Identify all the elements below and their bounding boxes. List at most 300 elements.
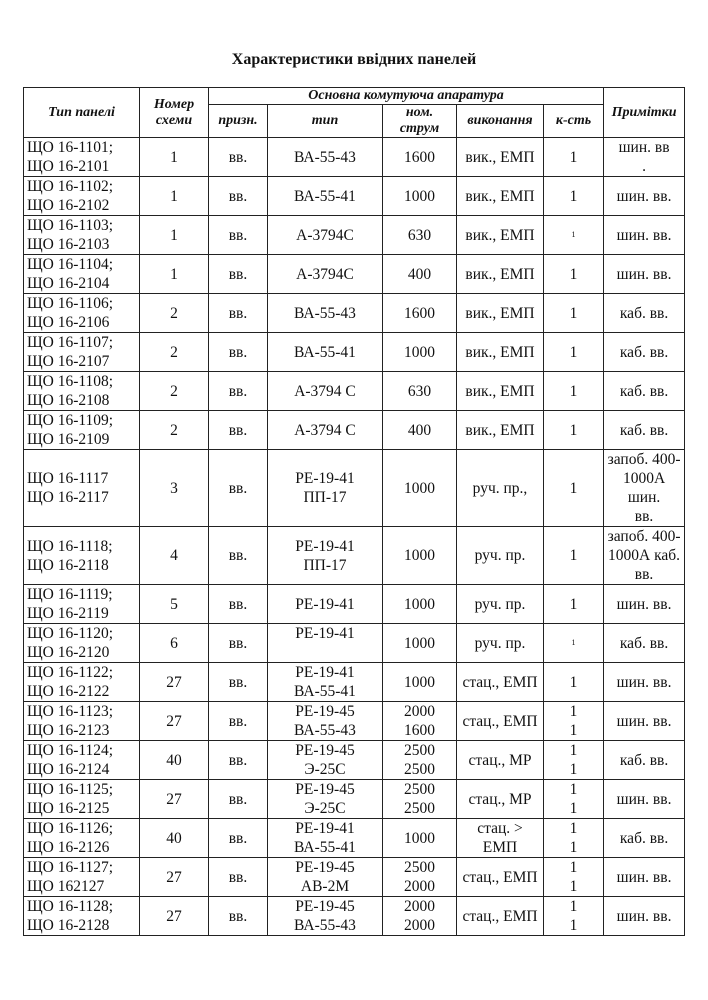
cell-purpose: вв.	[209, 663, 268, 702]
cell-quantity-line: 1	[569, 595, 578, 613]
cell-panel-type-line: ЩО 16-1108;	[27, 373, 114, 390]
cell-panel-type	[24, 663, 140, 702]
cell-execution	[457, 624, 544, 663]
cell-apparatus-type-line: ВА-55-43	[294, 148, 356, 166]
cell-notes	[604, 372, 685, 411]
cell-scheme-number: 2	[140, 372, 209, 411]
cell-panel-type	[24, 450, 140, 527]
cell-quantity	[544, 138, 604, 177]
cell-apparatus-type-line: ВА-55-41	[294, 187, 356, 205]
cell-execution	[457, 294, 544, 333]
cell-rated-current-line: 2500	[404, 781, 435, 798]
header-execution: виконання	[457, 105, 544, 138]
cell-panel-type	[24, 372, 140, 411]
table-row	[24, 333, 685, 372]
cell-purpose: вв.	[209, 411, 268, 450]
cell-rated-current-line: 2000	[404, 917, 435, 934]
cell-execution-line: вик., ЕМП	[465, 421, 535, 439]
cell-rated-current-line: 1000	[404, 829, 435, 847]
header-row-1	[24, 88, 685, 105]
cell-notes	[604, 585, 685, 624]
cell-quantity	[544, 702, 604, 741]
cell-quantity	[544, 255, 604, 294]
cell-apparatus-type-line: ПП-17	[303, 489, 347, 506]
cell-panel-type	[24, 411, 140, 450]
cell-panel-type	[24, 819, 140, 858]
table-row	[24, 216, 685, 255]
cell-rated-current-line: 1600	[404, 304, 435, 322]
cell-notes-line: шин. вв.	[616, 868, 672, 886]
header-purpose: призн.	[209, 105, 268, 138]
cell-panel-type	[24, 858, 140, 897]
cell-notes-line: каб. вв.	[619, 829, 669, 847]
cell-quantity	[544, 527, 604, 585]
cell-purpose: вв.	[209, 624, 268, 663]
cell-rated-current	[383, 333, 457, 372]
cell-apparatus-type	[268, 780, 383, 819]
cell-quantity-line: 1	[569, 673, 578, 691]
cell-scheme-number: 2	[140, 294, 209, 333]
cell-quantity	[544, 858, 604, 897]
cell-notes-line: шин. вв	[618, 139, 670, 156]
cell-panel-type	[24, 138, 140, 177]
cell-scheme-number: 5	[140, 585, 209, 624]
cell-panel-type-line: ЩО 16-2128	[27, 917, 110, 934]
cell-execution	[457, 450, 544, 527]
header-scheme-line: Номер	[153, 96, 195, 112]
cell-rated-current-line: 2500	[404, 800, 435, 817]
cell-scheme-number: 40	[140, 819, 209, 858]
header-panel-type	[24, 88, 140, 138]
cell-apparatus-type-line: ВА-55-43	[294, 304, 356, 322]
table-row	[24, 411, 685, 450]
cell-panel-type-line: ЩО 16-1126;	[27, 820, 114, 837]
cell-notes	[604, 177, 685, 216]
cell-scheme-number: 1	[140, 138, 209, 177]
cell-notes	[604, 527, 685, 585]
table-row	[24, 897, 685, 936]
cell-panel-type-line: ЩО 16-2118	[27, 556, 109, 574]
cell-apparatus-type-line: РЕ-19-41	[295, 820, 355, 837]
cell-quantity	[544, 216, 604, 255]
cell-panel-type-line: ЩО 16-1104;	[27, 256, 114, 273]
cell-scheme-number: 27	[140, 780, 209, 819]
cell-rated-current-line: 1000	[404, 673, 435, 691]
cell-execution	[457, 741, 544, 780]
cell-panel-type-line: ЩО 16-1118;	[27, 537, 113, 555]
cell-panel-type-line: ЩО 16-2120	[27, 644, 110, 661]
cell-notes	[604, 333, 685, 372]
cell-purpose: вв.	[209, 255, 268, 294]
cell-execution-line: вик., ЕМП	[465, 265, 535, 283]
cell-execution	[457, 138, 544, 177]
cell-scheme-number: 4	[140, 527, 209, 585]
cell-scheme-number: 1	[140, 255, 209, 294]
cell-panel-type-line: ЩО 16-2108	[27, 392, 110, 409]
cell-execution-line: вик., ЕМП	[465, 226, 535, 244]
cell-purpose: вв.	[209, 897, 268, 936]
cell-rated-current	[383, 177, 457, 216]
cell-rated-current	[383, 372, 457, 411]
cell-execution-line: вик., ЕМП	[465, 148, 535, 166]
cell-scheme-number: 6	[140, 624, 209, 663]
cell-rated-current	[383, 663, 457, 702]
cell-panel-type	[24, 216, 140, 255]
cell-apparatus-type-line: Э-25С	[304, 800, 346, 817]
cell-rated-current	[383, 624, 457, 663]
table-row	[24, 819, 685, 858]
cell-rated-current-line: 1600	[404, 148, 435, 166]
table-row	[24, 702, 685, 741]
cell-execution-line: вик., ЕМП	[465, 382, 535, 400]
cell-apparatus-type-line: А-3794С	[296, 265, 354, 283]
cell-execution-line: стац., МР	[468, 751, 532, 769]
cell-quantity-line: 1	[569, 187, 578, 205]
cell-apparatus-type	[268, 411, 383, 450]
cell-purpose: вв.	[209, 780, 268, 819]
cell-notes	[604, 663, 685, 702]
table-row	[24, 138, 685, 177]
cell-notes	[604, 741, 685, 780]
cell-notes	[604, 780, 685, 819]
cell-apparatus-type	[268, 858, 383, 897]
cell-notes-line: шин. вв.	[616, 595, 672, 613]
cell-execution-line: ЕМП	[482, 839, 518, 856]
cell-panel-type-line: ЩО 16-1107;	[27, 334, 114, 351]
cell-quantity	[544, 624, 604, 663]
cell-notes-line: каб. вв.	[619, 304, 669, 322]
cell-panel-type-line: ЩО 16-2117	[27, 489, 109, 506]
cell-panel-type	[24, 624, 140, 663]
cell-execution	[457, 702, 544, 741]
cell-rated-current-line: 400	[407, 421, 432, 439]
cell-apparatus-type-line: ПП-17	[303, 556, 347, 574]
cell-notes-line: каб. вв.	[619, 634, 669, 652]
cell-panel-type-line: ЩО 16-2119	[27, 605, 109, 622]
cell-panel-type-line: ЩО 16-2103	[27, 236, 110, 253]
cell-rated-current-line: 2500	[404, 742, 435, 759]
cell-apparatus-type-line: ВА-55-43	[294, 722, 356, 739]
cell-panel-type	[24, 255, 140, 294]
cell-execution-line: вик., ЕМП	[465, 187, 535, 205]
cell-panel-type-line: ЩО 16-2125	[27, 800, 110, 817]
cell-execution-line: стац., МР	[468, 790, 532, 808]
cell-notes	[604, 819, 685, 858]
cell-panel-type	[24, 177, 140, 216]
cell-panel-type	[24, 527, 140, 585]
cell-rated-current-line: 2500	[404, 761, 435, 778]
table-row	[24, 294, 685, 333]
table-row	[24, 663, 685, 702]
cell-rated-current-line: 2000	[404, 703, 435, 720]
cell-apparatus-type-line: А-3794 С	[294, 382, 356, 400]
cell-rated-current-line: 630	[407, 226, 432, 244]
cell-rated-current	[383, 411, 457, 450]
cell-quantity-line: 1	[569, 878, 578, 895]
cell-rated-current-line: 630	[407, 382, 432, 400]
cell-apparatus-type	[268, 255, 383, 294]
cell-rated-current	[383, 527, 457, 585]
cell-quantity-line: 1	[569, 304, 578, 322]
cell-rated-current	[383, 585, 457, 624]
cell-panel-type-line: ЩО 16-2126	[27, 839, 110, 856]
cell-execution	[457, 585, 544, 624]
cell-rated-current-line: 1000	[404, 187, 435, 205]
cell-apparatus-type	[268, 897, 383, 936]
cell-quantity-line: 1	[569, 820, 578, 837]
cell-execution	[457, 255, 544, 294]
cell-apparatus-type	[268, 177, 383, 216]
cell-rated-current-line: 1000	[404, 547, 435, 564]
cell-quantity-line: 1	[569, 479, 578, 497]
cell-purpose: вв.	[209, 294, 268, 333]
cell-purpose: вв.	[209, 333, 268, 372]
cell-panel-type-line: ЩО 16-1128;	[27, 898, 114, 915]
cell-rated-current-line: 2000	[404, 898, 435, 915]
cell-notes-line: шин. вв.	[616, 226, 672, 244]
cell-notes-line: каб. вв.	[619, 382, 669, 400]
cell-apparatus-type-line: РЕ-19-41	[295, 470, 355, 487]
header-rated-current: ном. струм	[383, 105, 457, 138]
cell-apparatus-type	[268, 294, 383, 333]
cell-apparatus-type	[268, 333, 383, 372]
cell-quantity-line: 1	[569, 722, 578, 739]
cell-rated-current	[383, 819, 457, 858]
cell-quantity-line: 1	[569, 703, 578, 720]
cell-rated-current	[383, 255, 457, 294]
cell-apparatus-type	[268, 138, 383, 177]
cell-panel-type-line: ЩО 16-2101	[27, 158, 110, 175]
cell-panel-type	[24, 333, 140, 372]
cell-execution	[457, 858, 544, 897]
cell-notes	[604, 255, 685, 294]
cell-quantity-line: 1	[571, 638, 576, 647]
cell-notes-line: вв.	[634, 566, 654, 583]
table-row	[24, 177, 685, 216]
cell-notes-line: вв.	[634, 508, 654, 525]
cell-quantity-line: 1	[569, 859, 578, 876]
cell-panel-type-line: ЩО 16-1119;	[27, 586, 113, 603]
cell-panel-type	[24, 294, 140, 333]
cell-apparatus-type-line	[270, 643, 380, 662]
cell-rated-current-line: 1600	[404, 722, 435, 739]
header-panel-type-line: Тип	[48, 104, 72, 120]
cell-rated-current	[383, 780, 457, 819]
table-row	[24, 858, 685, 897]
cell-panel-type-line: ЩО 16-2123	[27, 722, 110, 739]
cell-notes-line: запоб. 400-	[607, 451, 681, 468]
cell-apparatus-type	[268, 663, 383, 702]
cell-notes-line: запоб. 400-	[607, 528, 681, 545]
cell-quantity-line: 1	[569, 742, 578, 759]
header-scheme-number	[140, 88, 209, 138]
cell-purpose: вв.	[209, 216, 268, 255]
cell-apparatus-type-line: ВА-55-43	[294, 917, 356, 934]
cell-execution-line: стац., ЕМП	[462, 673, 538, 691]
cell-rated-current-line: 1000	[404, 343, 435, 361]
cell-execution-line: стац. >	[477, 820, 523, 837]
cell-apparatus-type-line: РЕ-19-45	[295, 703, 355, 720]
cell-execution	[457, 177, 544, 216]
cell-apparatus-type	[268, 741, 383, 780]
cell-panel-type-line: ЩО 16-2107	[27, 353, 110, 370]
cell-quantity-line: 1	[569, 917, 578, 934]
cell-apparatus-type	[268, 702, 383, 741]
cell-execution-line: стац., ЕМП	[462, 907, 538, 925]
cell-notes-line: каб. вв.	[619, 421, 669, 439]
cell-apparatus-type-line: РЕ-19-41	[295, 664, 355, 681]
cell-quantity	[544, 450, 604, 527]
cell-apparatus-type	[268, 819, 383, 858]
cell-quantity-line: 1	[569, 547, 578, 564]
cell-panel-type-line: ЩО 16-2102	[27, 197, 110, 214]
cell-quantity-line: 1	[569, 800, 578, 817]
cell-notes	[604, 294, 685, 333]
cell-purpose: вв.	[209, 527, 268, 585]
cell-quantity	[544, 819, 604, 858]
cell-apparatus-type-line: А-3794 С	[294, 421, 356, 439]
cell-quantity-line: 1	[569, 343, 578, 361]
table-row	[24, 372, 685, 411]
cell-notes-line: каб. вв.	[619, 343, 669, 361]
cell-notes	[604, 702, 685, 741]
header-panel-type-line: панелі	[75, 104, 115, 120]
cell-rated-current	[383, 897, 457, 936]
cell-quantity-line: 1	[569, 421, 578, 439]
cell-purpose: вв.	[209, 138, 268, 177]
cell-notes	[604, 138, 685, 177]
cell-panel-type-line: ЩО 16-2124	[27, 761, 110, 778]
cell-apparatus-type	[268, 585, 383, 624]
table-row	[24, 255, 685, 294]
cell-panel-type	[24, 897, 140, 936]
cell-panel-type-line: ЩО 16-2106	[27, 314, 110, 331]
cell-execution-line: стац., ЕМП	[462, 712, 538, 730]
cell-panel-type-line: ЩО 16-2109	[27, 431, 110, 448]
cell-quantity	[544, 333, 604, 372]
cell-purpose: вв.	[209, 702, 268, 741]
table-row	[24, 624, 685, 663]
cell-execution	[457, 411, 544, 450]
cell-apparatus-type-line: ВА-55-41	[294, 343, 356, 361]
cell-execution-line: руч. пр.,	[472, 479, 528, 497]
cell-notes-line: 1000А каб.	[608, 547, 681, 564]
cell-scheme-number: 3	[140, 450, 209, 527]
cell-panel-type	[24, 741, 140, 780]
cell-execution	[457, 527, 544, 585]
cell-execution	[457, 897, 544, 936]
cell-notes-line: шин. вв.	[616, 907, 672, 925]
cell-execution	[457, 819, 544, 858]
table-row	[24, 585, 685, 624]
cell-apparatus-type-line: РЕ-19-45	[295, 859, 355, 876]
cell-notes-line: шин. вв.	[616, 790, 672, 808]
cell-notes-line: шин. вв.	[616, 187, 672, 205]
cell-panel-type-line: ЩО 16-1122;	[27, 664, 114, 681]
cell-execution	[457, 663, 544, 702]
cell-rated-current	[383, 138, 457, 177]
input-panels-table	[23, 87, 685, 936]
header-notes: Примітки	[604, 88, 685, 138]
cell-scheme-number: 1	[140, 216, 209, 255]
cell-apparatus-type-line: РЕ-19-41	[295, 625, 355, 642]
cell-scheme-number: 27	[140, 702, 209, 741]
cell-panel-type-line: ЩО 16-1125;	[27, 781, 114, 798]
cell-scheme-number: 2	[140, 411, 209, 450]
cell-quantity	[544, 780, 604, 819]
cell-apparatus-type-line: РЕ-19-41	[295, 595, 355, 613]
cell-notes-line: каб. вв.	[619, 751, 669, 769]
cell-rated-current-line: 1000	[404, 634, 435, 652]
cell-quantity-line: 1	[569, 761, 578, 778]
cell-quantity-line: 1	[569, 265, 578, 283]
cell-purpose: вв.	[209, 177, 268, 216]
cell-rated-current-line: 2500	[404, 859, 435, 876]
cell-apparatus-type-line: Э-25С	[304, 761, 346, 778]
cell-quantity	[544, 741, 604, 780]
cell-scheme-number: 40	[140, 741, 209, 780]
cell-execution-line: вик., ЕМП	[465, 343, 535, 361]
cell-apparatus-type	[268, 372, 383, 411]
cell-panel-type-line: ЩО 16-2122	[27, 683, 110, 700]
cell-notes	[604, 411, 685, 450]
cell-notes	[604, 897, 685, 936]
cell-execution-line: стац., ЕМП	[462, 868, 538, 886]
cell-purpose: вв.	[209, 741, 268, 780]
cell-rated-current	[383, 216, 457, 255]
cell-quantity	[544, 585, 604, 624]
cell-rated-current	[383, 741, 457, 780]
cell-notes	[604, 450, 685, 527]
cell-apparatus-type	[268, 527, 383, 585]
cell-notes-line: шин. вв.	[616, 712, 672, 730]
cell-notes	[604, 858, 685, 897]
cell-panel-type	[24, 585, 140, 624]
cell-rated-current	[383, 294, 457, 333]
cell-panel-type-line: ЩО 16-1124;	[27, 742, 114, 759]
cell-notes	[604, 216, 685, 255]
cell-apparatus-type	[268, 450, 383, 527]
cell-apparatus-type	[268, 624, 383, 663]
cell-rated-current-line: 1000	[404, 479, 435, 497]
cell-panel-type	[24, 780, 140, 819]
cell-quantity-line: 1	[571, 230, 576, 239]
cell-panel-type-line: ЩО 16-1102;	[27, 178, 114, 195]
header-quantity: к-сть	[544, 105, 604, 138]
cell-apparatus-type-line: ВА-55-41	[294, 683, 356, 700]
cell-apparatus-type-line: АВ-2М	[300, 878, 350, 895]
cell-apparatus-type-line: А-3794С	[296, 226, 354, 244]
table-body	[24, 138, 685, 936]
cell-apparatus-type-line: РЕ-19-45	[295, 898, 355, 915]
cell-quantity	[544, 663, 604, 702]
cell-panel-type-line: ЩО 16-1120;	[27, 625, 114, 642]
cell-quantity	[544, 372, 604, 411]
cell-notes	[604, 624, 685, 663]
cell-purpose: вв.	[209, 819, 268, 858]
cell-notes-line: шин. вв.	[616, 265, 672, 283]
cell-apparatus-type-line: РЕ-19-45	[295, 781, 355, 798]
table-row	[24, 780, 685, 819]
cell-scheme-number: 2	[140, 333, 209, 372]
cell-quantity-line: 1	[569, 148, 578, 166]
cell-rated-current	[383, 702, 457, 741]
cell-quantity	[544, 294, 604, 333]
cell-rated-current-line: 400	[407, 265, 432, 283]
cell-panel-type-line: ЩО 16-1106;	[27, 295, 114, 312]
table-row	[24, 450, 685, 527]
cell-quantity	[544, 411, 604, 450]
